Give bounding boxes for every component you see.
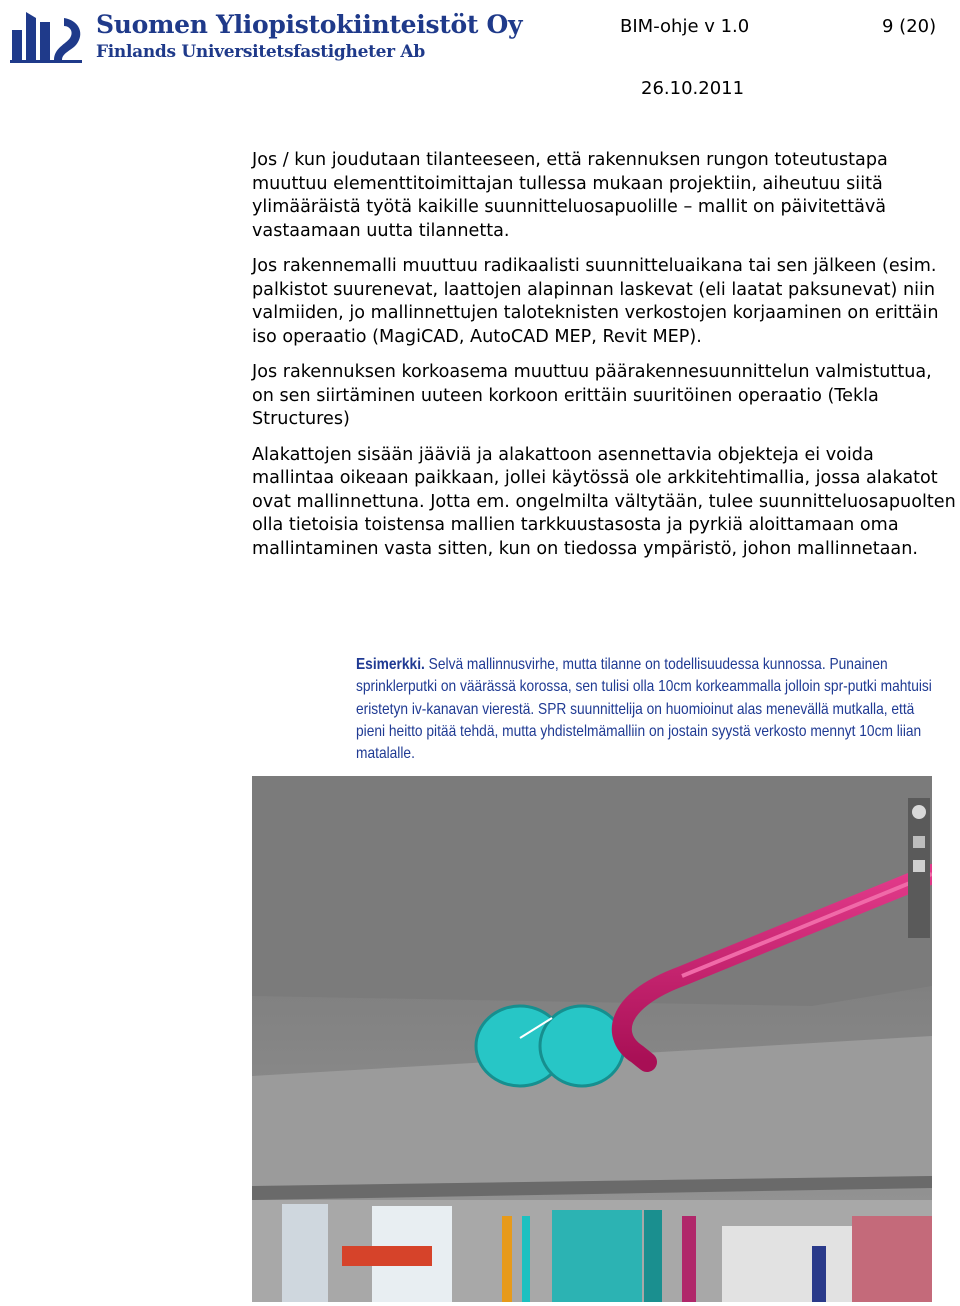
- paragraph: Jos rakennemalli muuttuu radikaalisti suunnitteluaikana tai sen jälkeen (esim. palkistot suurenevat, laattojen alapinnan laskevat (eli laatat paksunevat) niin valmiiden, jo mallinnettujen taloteknisten verkostojen korjaaminen on erittäin iso operaatio (MagiCAD, AutoCAD MEP, Revit MEP).: [252, 256, 939, 347]
- paragraph: Alakattojen sisään jääviä ja alakattoon asennettavia objekteja ei voida mallintaa oikeaan paikkaan, jollei käytössä ole arkkitehtimallia, jossa alakatot ovat mallinnettuna. Jotta em. ongelmilta vältytään, tulee suunnitteluosapuolten olla tietoisia toistensa mallien tarkkuustasosta ja pyrkiä aloittamaan oma mallintaminen vasta sitten, kun on tiedossa ympäristö, johon mallinnetaan.: [252, 444, 956, 559]
- paragraph: Jos rakennuksen korkoasema muuttuu päärakennesuunnittelun valmistuttua, on sen siirtäminen uuteen korkoon erittäin suuritöinen operaatio (Tekla Structures): [252, 362, 932, 429]
- example-caption: [356, 654, 946, 765]
- example-text: Selvä mallinnusvirhe, mutta tilanne on todellisuudessa kunnossa. Punainen sprinklerputki on väärässä korossa, sen tulisi olla 10cm korkeammalla jolloin spr-putki mahtuisi eristetyn iv-kanavan vierestä. SPR suunnittelija on huomioinut alas menevällä mutkalla, että pieni heitto pitää tehdä, mutta yhdistelmämalliin on jostain syystä verkosto mennyt 10cm liian matalalle.: [356, 656, 932, 763]
- body-text: [252, 149, 958, 573]
- bim-model-render: [252, 776, 932, 1302]
- org-name-finnish: Suomen Yliopistokiinteistöt Oy: [96, 10, 523, 39]
- zoom-icon[interactable]: [913, 836, 925, 848]
- example-label: Esimerkki.: [356, 656, 425, 673]
- paragraph: Jos / kun joudutaan tilanteeseen, että rakennuksen rungon toteutustapa muuttuu elementtitoimittajan tullessa mukaan projektiin, aiheutuu siitä ylimääräistä työtä kaikille suunnitteluosapuolille – mallit on päivitettävä vastaamaan uutta tilannetta.: [252, 150, 888, 241]
- page-number: 9 (20): [882, 16, 937, 37]
- document-date: 26.10.2011: [641, 78, 745, 99]
- org-name-swedish: Finlands Universitetsfastigheter Ab: [96, 42, 425, 62]
- pan-hand-icon[interactable]: [912, 805, 926, 819]
- document-title: BIM-ohje v 1.0: [620, 16, 750, 37]
- orbit-icon[interactable]: [913, 860, 925, 872]
- university-logo-icon: [8, 8, 84, 64]
